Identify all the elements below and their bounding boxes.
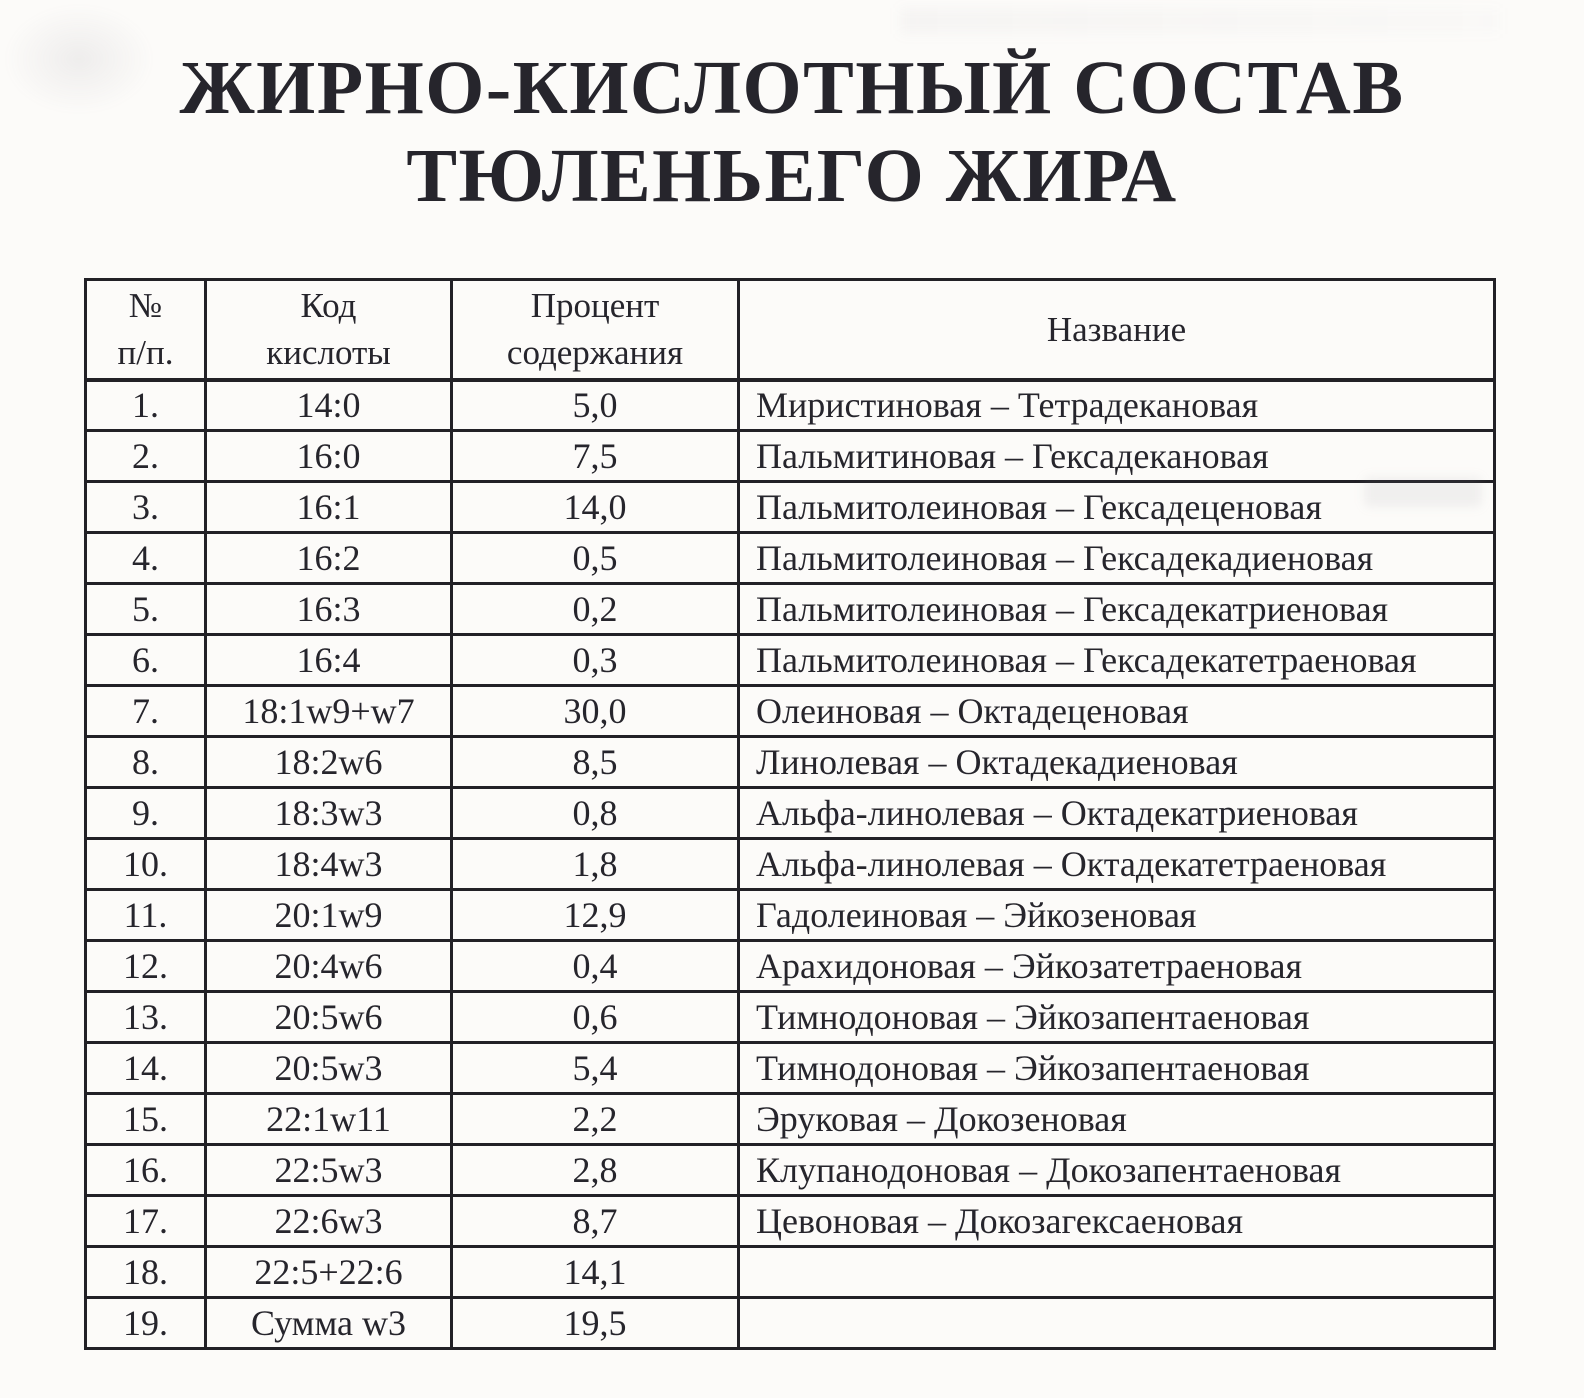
cell-num: 7.: [86, 686, 206, 737]
cell-num: 17.: [86, 1196, 206, 1247]
table-row: [86, 1145, 1495, 1196]
table-row: [86, 1043, 1495, 1094]
cell-name: Пальмитиновая – Гексадекановая: [739, 431, 1495, 482]
table-body: [86, 380, 1495, 1349]
cell-num: 15.: [86, 1094, 206, 1145]
cell-percent: 2,2: [452, 1094, 739, 1145]
table-row: [86, 737, 1495, 788]
table-row: [86, 890, 1495, 941]
table-row: [86, 635, 1495, 686]
table-row: [86, 1094, 1495, 1145]
table-row: [86, 482, 1495, 533]
cell-code: 16:0: [206, 431, 452, 482]
cell-num: 13.: [86, 992, 206, 1043]
column-header-line: кислоты: [266, 333, 391, 373]
column-header-line: Код: [300, 286, 357, 326]
cell-num: 16.: [86, 1145, 206, 1196]
cell-code: 20:5w3: [206, 1043, 452, 1094]
table-row: [86, 584, 1495, 635]
cell-name: Миристиновая – Тетрадекановая: [739, 380, 1495, 431]
cell-name: Тимнодоновая – Эйкозапентаеновая: [739, 992, 1495, 1043]
cell-name: [739, 1298, 1495, 1349]
cell-num: 18.: [86, 1247, 206, 1298]
cell-code: 20:5w6: [206, 992, 452, 1043]
cell-num: 5.: [86, 584, 206, 635]
cell-code: 22:1w11: [206, 1094, 452, 1145]
cell-percent: 19,5: [452, 1298, 739, 1349]
table-row: [86, 1196, 1495, 1247]
cell-num: 2.: [86, 431, 206, 482]
table-row: [86, 788, 1495, 839]
table-row: [86, 533, 1495, 584]
cell-percent: 0,2: [452, 584, 739, 635]
cell-num: 9.: [86, 788, 206, 839]
cell-name: Цевоновая – Докозагексаеновая: [739, 1196, 1495, 1247]
cell-name: [739, 1247, 1495, 1298]
cell-name: Тимнодоновая – Эйкозапентаеновая: [739, 1043, 1495, 1094]
page-title-line-1: ЖИРНО-КИСЛОТНЫЙ СОСТАВ: [179, 46, 1405, 130]
cell-name: Клупанодоновая – Докозапентаеновая: [739, 1145, 1495, 1196]
column-header-line: Название: [1046, 309, 1187, 349]
cell-percent: 1,8: [452, 839, 739, 890]
cell-name: Гадолеиновая – Эйкозеновая: [739, 890, 1495, 941]
column-header: [452, 280, 739, 380]
cell-percent: 8,7: [452, 1196, 739, 1247]
cell-percent: 0,3: [452, 635, 739, 686]
cell-name: Альфа-линолевая – Октадекатриеновая: [739, 788, 1495, 839]
cell-code: 22:6w3: [206, 1196, 452, 1247]
cell-percent: 8,5: [452, 737, 739, 788]
column-header-line: п/п.: [117, 333, 174, 373]
cell-num: 1.: [86, 380, 206, 431]
cell-code: 20:4w6: [206, 941, 452, 992]
column-header: [86, 280, 206, 380]
cell-percent: 5,0: [452, 380, 739, 431]
cell-code: 16:1: [206, 482, 452, 533]
table-row: [86, 1247, 1495, 1298]
table-row: [86, 380, 1495, 431]
fatty-acid-composition-table: [84, 278, 1496, 1350]
table-row: [86, 431, 1495, 482]
cell-name: Пальмитолеиновая – Гексадекатриеновая: [739, 584, 1495, 635]
column-header-line: содержания: [506, 333, 684, 373]
cell-percent: 0,4: [452, 941, 739, 992]
cell-num: 11.: [86, 890, 206, 941]
cell-name: Пальмитолеиновая – Гексадеценовая: [739, 482, 1495, 533]
cell-code: 18:2w6: [206, 737, 452, 788]
column-header-line: №: [128, 286, 163, 326]
cell-code: 16:2: [206, 533, 452, 584]
cell-percent: 12,9: [452, 890, 739, 941]
table-row: [86, 992, 1495, 1043]
table-row: [86, 941, 1495, 992]
cell-percent: 14,1: [452, 1247, 739, 1298]
cell-code: 22:5+22:6: [206, 1247, 452, 1298]
cell-code: 16:3: [206, 584, 452, 635]
page-title-line-2: ТЮЛЕНЬЕГО ЖИРА: [406, 134, 1178, 218]
cell-code: 18:1w9+w7: [206, 686, 452, 737]
cell-name: Арахидоновая – Эйкозатетраеновая: [739, 941, 1495, 992]
cell-num: 19.: [86, 1298, 206, 1349]
table-header-row: [86, 280, 1495, 380]
cell-percent: 0,6: [452, 992, 739, 1043]
cell-percent: 0,5: [452, 533, 739, 584]
column-header: [739, 280, 1495, 380]
cell-percent: 0,8: [452, 788, 739, 839]
cell-name: Линолевая – Октадекадиеновая: [739, 737, 1495, 788]
cell-num: 10.: [86, 839, 206, 890]
cell-num: 12.: [86, 941, 206, 992]
cell-code: 14:0: [206, 380, 452, 431]
cell-code: 20:1w9: [206, 890, 452, 941]
cell-percent: 7,5: [452, 431, 739, 482]
cell-num: 4.: [86, 533, 206, 584]
cell-name: Пальмитолеиновая – Гексадекатетраеновая: [739, 635, 1495, 686]
cell-code: 18:4w3: [206, 839, 452, 890]
cell-name: Эруковая – Докозеновая: [739, 1094, 1495, 1145]
scan-noise-strip: [900, 8, 1500, 34]
cell-code: 22:5w3: [206, 1145, 452, 1196]
cell-percent: 2,8: [452, 1145, 739, 1196]
cell-percent: 14,0: [452, 482, 739, 533]
cell-percent: 30,0: [452, 686, 739, 737]
page-title: [0, 44, 1584, 220]
cell-num: 3.: [86, 482, 206, 533]
table-row: [86, 839, 1495, 890]
column-header-line: Процент: [530, 286, 660, 326]
column-header: [206, 280, 452, 380]
cell-num: 14.: [86, 1043, 206, 1094]
cell-percent: 5,4: [452, 1043, 739, 1094]
cell-code: 18:3w3: [206, 788, 452, 839]
cell-num: 8.: [86, 737, 206, 788]
cell-code: 16:4: [206, 635, 452, 686]
cell-num: 6.: [86, 635, 206, 686]
cell-name: Олеиновая – Октадеценовая: [739, 686, 1495, 737]
cell-code: Сумма w3: [206, 1298, 452, 1349]
table-row: [86, 1298, 1495, 1349]
table-row: [86, 686, 1495, 737]
cell-name: Пальмитолеиновая – Гексадекадиеновая: [739, 533, 1495, 584]
cell-name: Альфа-линолевая – Октадекатетраеновая: [739, 839, 1495, 890]
